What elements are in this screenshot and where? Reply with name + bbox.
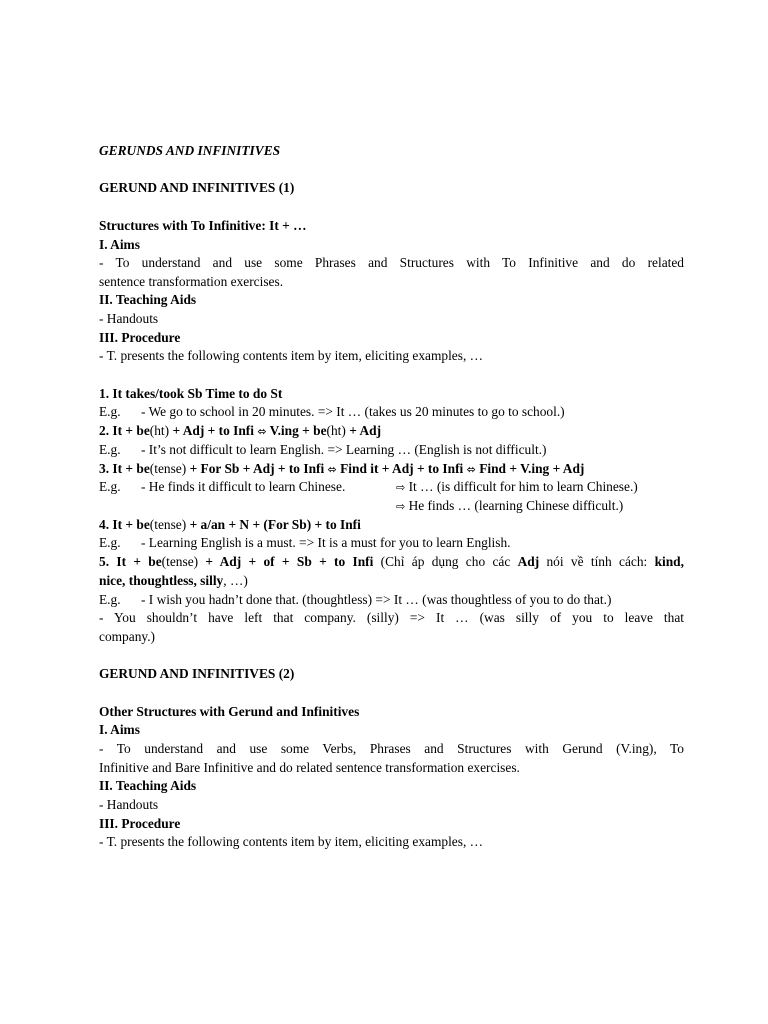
example-result <box>396 478 638 497</box>
section-2-subheading: Other Structures with Gerund and Infinitives <box>99 704 360 719</box>
section-1-subheading: Structures with To Infinitive: It + … <box>99 218 307 233</box>
formula-part: + a/an + N + (For Sb) + to Infi <box>186 517 361 532</box>
formula-part: + Adj <box>345 423 382 438</box>
formula-part: Find + V.ing + Adj <box>475 461 585 476</box>
note-text: (Chỉ áp dụng cho các <box>373 554 518 569</box>
section-2-procedure-label: III. Procedure <box>99 816 181 831</box>
equivalence-arrow-icon: ⬄ <box>257 425 267 438</box>
eg-label: E.g. <box>99 592 121 607</box>
result-text: He finds … (learning Chinese difficult.) <box>405 498 624 513</box>
note-text: nice, thoughtless, silly <box>99 573 224 588</box>
formula-part: (ht) <box>149 423 170 438</box>
example-text: - We go to school in 20 minutes. => It … (takes us 20 minutes to go to school.) <box>141 404 565 419</box>
equivalence-arrow-icon: ⬄ <box>466 463 476 476</box>
example-text: - Learning English is a must. => It is a must for you to learn English. <box>141 535 511 550</box>
item-3-title <box>99 460 684 479</box>
item-5-example-1 <box>99 591 684 609</box>
section-2-aims-line-2: Infinitive and Bare Infinitive and do related sentence transformation exercises. <box>99 760 520 775</box>
formula-part: + Adj + of + Sb + to Infi <box>198 554 374 569</box>
example-result <box>396 497 623 516</box>
eg-label: E.g. <box>99 442 121 457</box>
section-1-aids-text: - Handouts <box>99 311 159 326</box>
item-3-example-1 <box>99 478 684 496</box>
eg-label: E.g. <box>99 535 121 550</box>
item-2-example <box>99 441 684 459</box>
section-2-aids-label: II. Teaching Aids <box>99 778 197 793</box>
item-1-example <box>99 403 684 421</box>
right-arrow-icon: ⇨ <box>396 481 406 494</box>
section-2-aims-label: I. Aims <box>99 722 140 737</box>
document-title: GERUNDS AND INFINITIVES <box>99 143 281 158</box>
section-2-aids-text: - Handouts <box>99 797 159 812</box>
item-5-example-2: - You shouldn’t have left that company. (silly) => It … (was silly of you to leave that <box>99 610 684 625</box>
formula-part: 5. It + be <box>99 554 162 569</box>
note-text: nói về tính cách: <box>539 554 655 569</box>
section-1-procedure-label: III. Procedure <box>99 330 181 345</box>
item-4-example <box>99 534 684 552</box>
item-1-title: 1. It takes/took Sb Time to do St <box>99 386 283 401</box>
section-2-heading: GERUND AND INFINITIVES (2) <box>99 666 295 681</box>
section-1-aims-line-1: - To understand and use some Phrases and Structures with To Infinitive and do related <box>99 255 684 270</box>
section-1-aids-label: II. Teaching Aids <box>99 292 197 307</box>
item-5-title <box>99 553 684 571</box>
formula-part: V.ing + be <box>266 423 327 438</box>
item-5-example-2-cont: company.) <box>99 629 156 644</box>
note-text: kind, <box>654 554 684 569</box>
formula-part: (ht) <box>326 423 346 438</box>
formula-part: (tense) <box>149 461 187 476</box>
result-text: It … (is difficult for him to learn Chinese.) <box>405 479 638 494</box>
eg-label: E.g. <box>99 479 121 494</box>
formula-part: 3. It + be <box>99 461 150 476</box>
formula-part: 4. It + be <box>99 517 150 532</box>
formula-part: Find it + Adj + to Infi <box>336 461 467 476</box>
formula-part: + Adj + to Infi <box>169 423 258 438</box>
right-arrow-icon: ⇨ <box>396 500 406 513</box>
formula-part: 2. It + be <box>99 423 150 438</box>
example-text: - It’s not difficult to learn English. => Learning … (English is not difficult.) <box>141 442 547 457</box>
section-2-procedure-text: - T. presents the following contents item by item, eliciting examples, … <box>99 834 484 849</box>
item-4-title <box>99 516 684 534</box>
equivalence-arrow-icon: ⬄ <box>327 463 337 476</box>
formula-part: + For Sb + Adj + to Infi <box>186 461 328 476</box>
section-2-aims-line-1: - To understand and use some Verbs, Phrases and Structures with Gerund (V.ing), To <box>99 741 684 756</box>
section-1-procedure-text: - T. presents the following contents item by item, eliciting examples, … <box>99 348 484 363</box>
note-text: , …) <box>223 573 248 588</box>
formula-part: (tense) <box>161 554 199 569</box>
section-1-heading: GERUND AND INFINITIVES (1) <box>99 180 295 195</box>
item-2-title <box>99 422 684 441</box>
example-text: - I wish you hadn’t done that. (thoughtless) => It … (was thoughtless of you to do that.) <box>141 592 612 607</box>
formula-part: (tense) <box>149 517 187 532</box>
example-text: - He finds it difficult to learn Chinese. <box>141 479 346 494</box>
item-5-title-cont <box>99 572 684 590</box>
eg-label: E.g. <box>99 404 121 419</box>
section-1-aims-line-2: sentence transformation exercises. <box>99 274 284 289</box>
section-1-aims-label: I. Aims <box>99 237 140 252</box>
note-text: Adj <box>517 554 540 569</box>
